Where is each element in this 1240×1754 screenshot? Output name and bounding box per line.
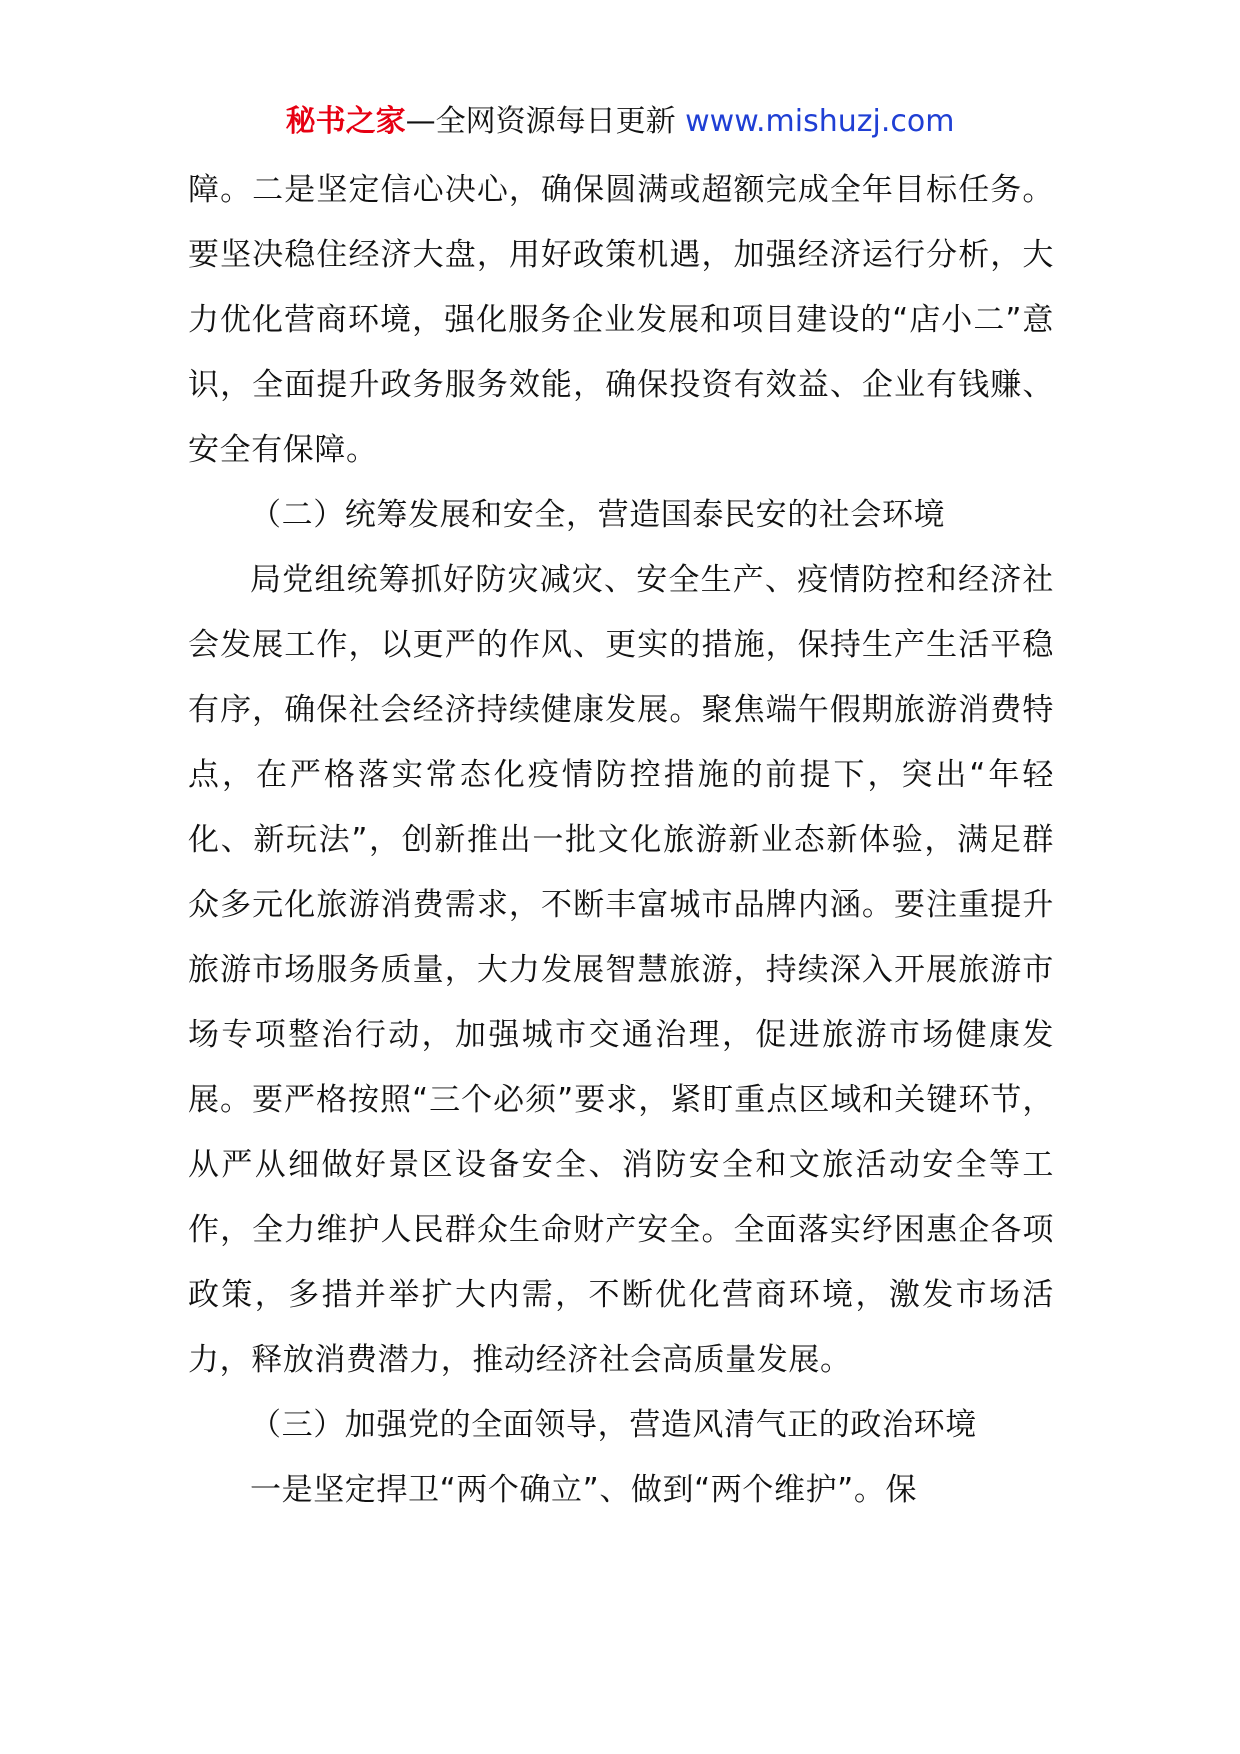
section-heading-3: （三）加强党的全面领导，营造风清气正的政治环境 [250, 1407, 977, 1443]
document-body [188, 158, 1054, 1523]
section-heading-2: （二）统筹发展和安全，营造国泰民安的社会环境 [250, 497, 946, 533]
site-brand: 秘书之家 [285, 104, 406, 139]
paragraph-continuation: 障。二是坚定信心决心，确保圆满或超额完成全年目标任务。要坚决稳住经济大盘，用好政策机遇，加强经济运行分析，大力优化营商环境，强化服务企业发展和项目建设的“店小二”意识，全面提升政务服务效能，确保投资有效益、企业有钱赚、安全有保障。 [188, 172, 1054, 468]
site-header [0, 102, 1240, 142]
site-slogan: —全网资源每日更新 [405, 104, 676, 139]
site-url-link[interactable]: www.mishuzj.com [685, 104, 955, 139]
paragraph-section-3: 一是坚定捍卫“两个确立”、做到“两个维护”。保 [250, 1472, 918, 1508]
paragraph-section-2: 局党组统筹抓好防灾减灾、安全生产、疫情防控和经济社会发展工作，以更严的作风、更实的措施，保持生产生活平稳有序，确保社会经济持续健康发展。聚焦端午假期旅游消费特点，在严格落实常态化疫情防控措施的前提下，突出“年轻化、新玩法”，创新推出一批文化旅游新业态新体验，满足群众多元化旅游消费需求，不断丰富城市品牌内涵。要注重提升旅游市场服务质量，大力发展智慧旅游，持续深入开展旅游市场专项整治行动，加强城市交通治理，促进旅游市场健康发展。要严格按照“三个必须”要求，紧盯重点区域和关键环节，从严从细做好景区设备安全、消防安全和文旅活动安全等工作，全力维护人民群众生命财产安全。全面落实纾困惠企各项政策，多措并举扩大内需，不断优化营商环境，激发市场活力，释放消费潜力，推动经济社会高质量发展。 [188, 562, 1054, 1378]
